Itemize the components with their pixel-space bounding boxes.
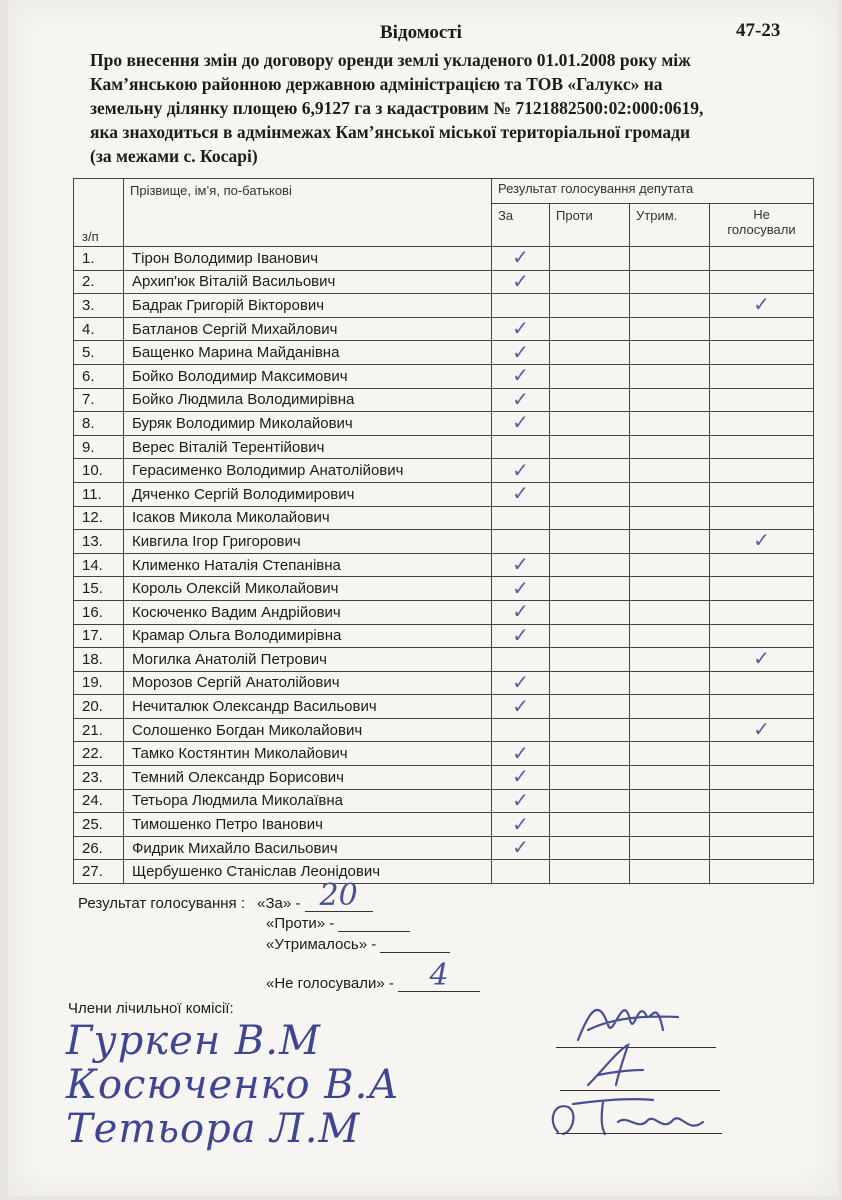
table-row: [74, 742, 814, 766]
row-deputy-name: Солошенко Богдан Миколайович: [124, 718, 492, 742]
header-against: Проти: [550, 204, 630, 247]
vote-cell-notvoted: [710, 718, 814, 742]
document-number: 47-23: [736, 20, 781, 41]
table-row: [74, 766, 814, 790]
row-number: 20.: [74, 695, 124, 719]
checkmark-icon: ✓: [512, 388, 529, 411]
checkmark-icon: ✓: [512, 317, 529, 341]
vote-cell-against: [550, 766, 630, 790]
vote-cell-for: [492, 317, 550, 341]
subject-line: земельну ділянку площею 6,9127 га з кадастровим № 7121882500:02:000:0619,: [90, 98, 704, 118]
row-deputy-name: Буряк Володимир Миколайович: [124, 412, 492, 436]
checkmark-icon: ✓: [512, 553, 529, 577]
vote-cell-abstain: [630, 789, 710, 813]
vote-cell-for: [492, 695, 550, 719]
row-deputy-name: Бойко Володимир Максимович: [124, 364, 492, 388]
table-row: [74, 718, 814, 742]
vote-cell-abstain: [630, 671, 710, 695]
vote-cell-notvoted: [710, 482, 814, 506]
table-row: [74, 789, 814, 813]
row-number: 18.: [74, 648, 124, 672]
header-not-voted-line2: голосували: [727, 222, 796, 237]
vote-cell-against: [550, 648, 630, 672]
summary-label: Результат голосування :: [78, 895, 245, 912]
row-number: 17.: [74, 624, 124, 648]
row-number: 12.: [74, 506, 124, 530]
vote-cell-abstain: [630, 624, 710, 648]
vote-cell-against: [550, 695, 630, 719]
row-number: 27.: [74, 860, 124, 884]
row-deputy-name: Нечиталюк Олександр Васильович: [124, 695, 492, 719]
row-number: 3.: [74, 294, 124, 318]
checkmark-icon: ✓: [512, 789, 529, 812]
vote-cell-against: [550, 577, 630, 601]
vote-cell-against: [550, 435, 630, 459]
checkmark-icon: ✓: [753, 293, 770, 317]
summary-for-blank: [305, 878, 373, 913]
table-row: [74, 813, 814, 837]
vote-cell-against: [550, 294, 630, 318]
vote-cell-against: [550, 742, 630, 766]
vote-cell-for: [492, 624, 550, 648]
vote-cell-abstain: [630, 577, 710, 601]
checkmark-icon: ✓: [512, 576, 529, 600]
row-number: 22.: [74, 742, 124, 766]
row-number: 10.: [74, 459, 124, 483]
summary-abstain-label: «Утрималось» -: [266, 936, 377, 953]
vote-cell-for: [492, 364, 550, 388]
vote-cell-abstain: [630, 836, 710, 860]
table-row: [74, 836, 814, 860]
vote-cell-abstain: [630, 742, 710, 766]
row-deputy-name: Верес Віталій Терентійович: [124, 435, 492, 459]
row-number: 19.: [74, 671, 124, 695]
checkmark-icon: ✓: [512, 482, 529, 506]
vote-cell-for: [492, 671, 550, 695]
vote-cell-abstain: [630, 317, 710, 341]
table-row: [74, 860, 814, 884]
vote-cell-against: [550, 412, 630, 436]
vote-cell-against: [550, 530, 630, 554]
table-row: [74, 695, 814, 719]
vote-cell-notvoted: [710, 766, 814, 790]
vote-cell-for: [492, 388, 550, 412]
vote-cell-for: [492, 553, 550, 577]
row-deputy-name: Бащенко Марина Майданівна: [124, 341, 492, 365]
checkmark-icon: ✓: [512, 671, 529, 694]
row-number: 24.: [74, 789, 124, 813]
vote-cell-notvoted: [710, 813, 814, 837]
table-body: [74, 247, 814, 884]
subject-line: Про внесення змін до договору оренди землі укладеного 01.01.2008 року між: [90, 50, 691, 70]
vote-cell-abstain: [630, 766, 710, 790]
row-number: 11.: [74, 482, 124, 506]
document-title: Відомості: [380, 22, 462, 43]
row-deputy-name: Темний Олександр Борисович: [124, 766, 492, 790]
row-deputy-name: Косюченко Вадим Андрійович: [124, 600, 492, 624]
vote-cell-for: [492, 459, 550, 483]
table-row: [74, 530, 814, 554]
vote-cell-notvoted: [710, 294, 814, 318]
vote-cell-abstain: [630, 341, 710, 365]
vote-cell-against: [550, 341, 630, 365]
table-row: [74, 671, 814, 695]
row-number: 7.: [74, 388, 124, 412]
row-deputy-name: Тетьора Людмила Миколаївна: [124, 789, 492, 813]
vote-cell-against: [550, 247, 630, 271]
header-name: Прізвище, ім’я, по-батькові: [124, 179, 492, 247]
vote-cell-for: [492, 294, 550, 318]
vote-cell-against: [550, 813, 630, 837]
vote-cell-notvoted: [710, 364, 814, 388]
vote-cell-for: [492, 836, 550, 860]
table-row: [74, 412, 814, 436]
commission-label: Члени лічильної комісії:: [68, 1000, 234, 1017]
summary-not-voted-label: «Не голосували» -: [266, 975, 394, 992]
header-result: Результат голосування депутата: [492, 179, 814, 204]
row-number: 1.: [74, 247, 124, 271]
commission-member-name: Косюченко В.А: [66, 1062, 400, 1108]
summary-not-voted-blank: [398, 958, 480, 993]
header-abstain: Утрим.: [630, 204, 710, 247]
vote-cell-abstain: [630, 364, 710, 388]
vote-cell-for: [492, 435, 550, 459]
table-row: [74, 388, 814, 412]
vote-cell-notvoted: [710, 577, 814, 601]
vote-cell-notvoted: [710, 624, 814, 648]
table-row: [74, 624, 814, 648]
checkmark-icon: ✓: [512, 600, 529, 624]
vote-cell-for: [492, 600, 550, 624]
row-number: 15.: [74, 577, 124, 601]
row-deputy-name: Ісаков Микола Миколайович: [124, 506, 492, 530]
subject-line: Кам’янською районною державною адміністрацією та ТОВ «Галукс» на: [90, 74, 663, 94]
vote-cell-notvoted: [710, 742, 814, 766]
checkmark-icon: ✓: [512, 340, 529, 364]
table-header-row: [74, 179, 814, 204]
row-deputy-name: Король Олексій Миколайович: [124, 577, 492, 601]
vote-cell-against: [550, 600, 630, 624]
row-deputy-name: Тірон Володимир Іванович: [124, 247, 492, 271]
table-row: [74, 317, 814, 341]
row-number: 26.: [74, 836, 124, 860]
vote-cell-abstain: [630, 270, 710, 294]
vote-cell-notvoted: [710, 553, 814, 577]
row-deputy-name: Щербушенко Станіслав Леонідович: [124, 860, 492, 884]
signature-line-2: [560, 1090, 720, 1091]
row-deputy-name: Могилка Анатолій Петрович: [124, 648, 492, 672]
vote-cell-against: [550, 388, 630, 412]
vote-cell-abstain: [630, 247, 710, 271]
summary-against-blank: [338, 913, 410, 932]
vote-cell-abstain: [630, 435, 710, 459]
vote-cell-notvoted: [710, 459, 814, 483]
row-deputy-name: Морозов Сергій Анатолійович: [124, 671, 492, 695]
commission-member-name: Гуркен В.М: [66, 1018, 321, 1064]
vote-cell-for: [492, 742, 550, 766]
row-deputy-name: Крамар Ольга Володимирівна: [124, 624, 492, 648]
signature-3: [543, 1092, 723, 1142]
row-deputy-name: Герасименко Володимир Анатолійович: [124, 459, 492, 483]
checkmark-icon: ✓: [512, 411, 529, 435]
vote-cell-notvoted: [710, 695, 814, 719]
vote-cell-for: [492, 530, 550, 554]
summary-abstain-blank: [380, 934, 450, 953]
row-number: 2.: [74, 270, 124, 294]
vote-cell-against: [550, 671, 630, 695]
table-row: [74, 553, 814, 577]
vote-cell-abstain: [630, 294, 710, 318]
row-number: 4.: [74, 317, 124, 341]
vote-cell-notvoted: [710, 388, 814, 412]
summary-for-label: «За» -: [257, 895, 301, 912]
table-row: [74, 600, 814, 624]
vote-cell-against: [550, 364, 630, 388]
vote-cell-against: [550, 789, 630, 813]
vote-cell-against: [550, 482, 630, 506]
checkmark-icon: ✓: [512, 458, 529, 482]
row-deputy-name: Фидрик Михайло Васильович: [124, 836, 492, 860]
table-row: [74, 459, 814, 483]
voting-table: [73, 178, 814, 884]
checkmark-icon: ✓: [753, 718, 770, 742]
vote-cell-against: [550, 270, 630, 294]
vote-cell-notvoted: [710, 530, 814, 554]
vote-cell-against: [550, 860, 630, 884]
document-subject: [90, 48, 800, 168]
row-deputy-name: Клименко Наталія Степанівна: [124, 553, 492, 577]
vote-cell-for: [492, 270, 550, 294]
subject-line: (за межами с. Косарі): [90, 146, 258, 166]
table-row: [74, 364, 814, 388]
table-row: [74, 648, 814, 672]
checkmark-icon: ✓: [512, 624, 529, 647]
table-row: [74, 577, 814, 601]
vote-cell-notvoted: [710, 600, 814, 624]
row-number: 14.: [74, 553, 124, 577]
vote-cell-for: [492, 341, 550, 365]
vote-cell-for: [492, 648, 550, 672]
row-deputy-name: Тимошенко Петро Іванович: [124, 813, 492, 837]
summary-for-value: 20: [319, 878, 358, 913]
table-row: [74, 506, 814, 530]
vote-cell-for: [492, 482, 550, 506]
header-for: За: [492, 204, 550, 247]
vote-cell-notvoted: [710, 270, 814, 294]
header-number: з/п: [74, 179, 124, 247]
header-not-voted-line1: Не: [753, 207, 770, 222]
vote-cell-for: [492, 577, 550, 601]
commission-member-name: Тетьора Л.М: [66, 1106, 361, 1152]
summary-not-voted-value: 4: [429, 958, 449, 993]
row-deputy-name: Бадрак Григорій Вікторович: [124, 294, 492, 318]
vote-cell-against: [550, 317, 630, 341]
checkmark-icon: ✓: [512, 741, 529, 765]
row-number: 8.: [74, 412, 124, 436]
vote-cell-abstain: [630, 553, 710, 577]
vote-cell-for: [492, 412, 550, 436]
table-row: [74, 482, 814, 506]
vote-cell-notvoted: [710, 317, 814, 341]
vote-cell-for: [492, 718, 550, 742]
vote-cell-against: [550, 836, 630, 860]
checkmark-icon: ✓: [753, 529, 770, 553]
row-deputy-name: Батланов Сергій Михайлович: [124, 317, 492, 341]
table-row: [74, 294, 814, 318]
vote-cell-against: [550, 506, 630, 530]
row-number: 23.: [74, 766, 124, 790]
vote-cell-abstain: [630, 459, 710, 483]
checkmark-icon: ✓: [512, 364, 529, 388]
row-deputy-name: Кивгила Ігор Григорович: [124, 530, 492, 554]
row-number: 16.: [74, 600, 124, 624]
vote-cell-notvoted: [710, 506, 814, 530]
subject-line: яка знаходиться в адмінмежах Кам’янської міської територіальної громади: [90, 122, 691, 142]
table-row: [74, 341, 814, 365]
row-number: 6.: [74, 364, 124, 388]
vote-cell-against: [550, 718, 630, 742]
row-deputy-name: Тамко Костянтин Миколайович: [124, 742, 492, 766]
checkmark-icon: ✓: [512, 694, 529, 718]
row-deputy-name: Архип'юк Віталій Васильович: [124, 270, 492, 294]
vote-cell-notvoted: [710, 435, 814, 459]
vote-cell-against: [550, 624, 630, 648]
document-sheet: [8, 0, 838, 1196]
vote-cell-abstain: [630, 813, 710, 837]
vote-cell-for: [492, 860, 550, 884]
summary-against-label: «Проти» -: [266, 915, 335, 932]
vote-cell-abstain: [630, 718, 710, 742]
summary-line-not-voted: [266, 958, 480, 993]
vote-cell-abstain: [630, 388, 710, 412]
summary-line-for: [78, 878, 373, 913]
vote-cell-notvoted: [710, 648, 814, 672]
row-number: 21.: [74, 718, 124, 742]
vote-cell-abstain: [630, 530, 710, 554]
vote-cell-against: [550, 553, 630, 577]
checkmark-icon: ✓: [512, 836, 529, 860]
signature-line-3: [556, 1133, 722, 1134]
checkmark-icon: ✓: [753, 647, 770, 671]
row-number: 13.: [74, 530, 124, 554]
summary-line-against: [266, 913, 410, 932]
row-deputy-name: Бойко Людмила Володимирівна: [124, 388, 492, 412]
vote-cell-abstain: [630, 600, 710, 624]
table-row: [74, 247, 814, 271]
summary-line-abstain: [266, 934, 450, 953]
table-row: [74, 435, 814, 459]
vote-cell-notvoted: [710, 341, 814, 365]
vote-cell-for: [492, 766, 550, 790]
vote-cell-abstain: [630, 506, 710, 530]
vote-cell-notvoted: [710, 836, 814, 860]
vote-cell-for: [492, 247, 550, 271]
vote-cell-abstain: [630, 695, 710, 719]
vote-cell-against: [550, 459, 630, 483]
row-number: 25.: [74, 813, 124, 837]
row-number: 5.: [74, 341, 124, 365]
vote-cell-notvoted: [710, 789, 814, 813]
checkmark-icon: ✓: [512, 270, 529, 293]
header-not-voted: [710, 204, 814, 247]
table-row: [74, 270, 814, 294]
vote-cell-notvoted: [710, 671, 814, 695]
vote-cell-abstain: [630, 482, 710, 506]
signature-2: [578, 1040, 658, 1090]
vote-cell-notvoted: [710, 247, 814, 271]
vote-cell-for: [492, 789, 550, 813]
checkmark-icon: ✓: [512, 765, 529, 789]
vote-cell-notvoted: [710, 412, 814, 436]
vote-cell-abstain: [630, 860, 710, 884]
vote-cell-abstain: [630, 648, 710, 672]
row-number: 9.: [74, 435, 124, 459]
checkmark-icon: ✓: [512, 246, 529, 270]
vote-cell-for: [492, 506, 550, 530]
checkmark-icon: ✓: [512, 812, 529, 836]
vote-cell-abstain: [630, 412, 710, 436]
vote-cell-for: [492, 813, 550, 837]
row-deputy-name: Дяченко Сергій Володимирович: [124, 482, 492, 506]
vote-cell-notvoted: [710, 860, 814, 884]
